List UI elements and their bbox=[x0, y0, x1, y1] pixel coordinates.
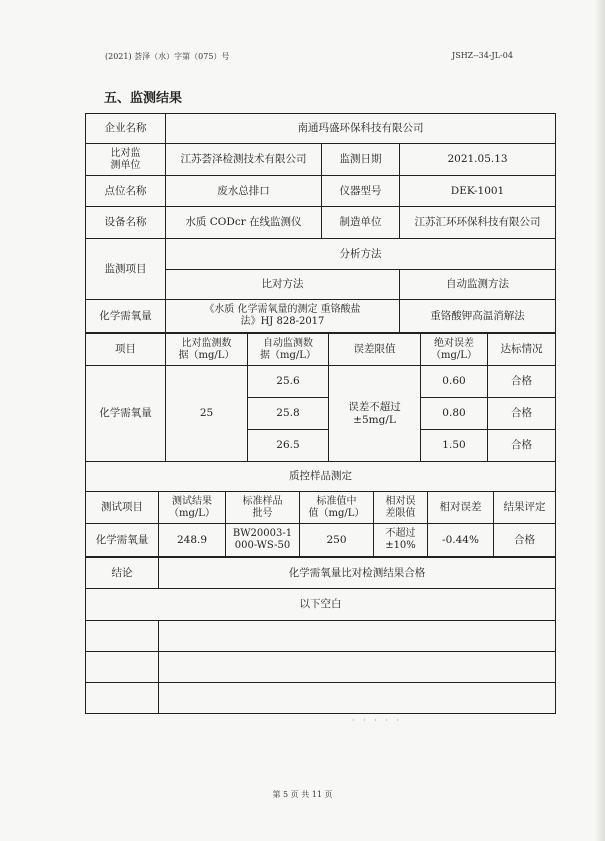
qc-item: 化学需氧量 bbox=[86, 524, 159, 557]
device-value: 水质 CODcr 在线监测仪 bbox=[166, 207, 322, 239]
results-item: 化学需氧量 bbox=[86, 366, 166, 462]
compare-unit-value: 江苏荟泽检测技术有限公司 bbox=[166, 144, 322, 176]
table-row bbox=[86, 524, 556, 557]
section-title: 五、监测结果 bbox=[104, 91, 183, 106]
results-status: 合格 bbox=[488, 366, 556, 398]
qc-header-standard: 标准值中 值（mg/L） bbox=[300, 492, 374, 524]
point-label: 点位名称 bbox=[86, 176, 166, 207]
blank-row bbox=[86, 621, 556, 652]
results-header-limit: 误差限值 bbox=[329, 334, 421, 366]
qc-title: 质控样品测定 bbox=[86, 462, 556, 492]
blank-table bbox=[85, 620, 556, 714]
date-value: 2021.05.13 bbox=[400, 144, 556, 176]
company-label: 企业名称 bbox=[86, 114, 166, 144]
doc-number: (2021) 荟泽（水）字第（075）号 bbox=[105, 52, 230, 61]
qc-rel-error: -0.44% bbox=[428, 524, 494, 557]
results-header-compare: 比对监测数 据（mg/L） bbox=[166, 334, 248, 366]
results-header-abs-error: 绝对误差 （mg/L） bbox=[421, 334, 488, 366]
page-edge-shadow bbox=[595, 0, 605, 841]
blank-row bbox=[86, 652, 556, 683]
results-status: 合格 bbox=[488, 398, 556, 430]
compare-method-label: 比对方法 bbox=[166, 270, 400, 300]
compare-unit-label: 比对监 测单位 bbox=[86, 144, 166, 176]
qc-header-evaluation: 结果评定 bbox=[494, 492, 556, 524]
page-footer: 第 5 页 共 11 页 bbox=[272, 790, 333, 799]
results-auto-value: 25.8 bbox=[248, 398, 329, 430]
date-label: 监测日期 bbox=[322, 144, 400, 176]
cod-label: 化学需氧量 bbox=[86, 300, 166, 333]
results-auto-value: 26.5 bbox=[248, 430, 329, 462]
scan-specks: · · · · · bbox=[352, 716, 402, 725]
device-label: 设备名称 bbox=[86, 207, 166, 239]
qc-batch: BW20003-1 000-WS-50 bbox=[226, 524, 300, 557]
point-value: 废水总排口 bbox=[166, 176, 322, 207]
results-header-item: 项目 bbox=[86, 334, 166, 366]
conclusion-value: 化学需氧量比对检测结果合格 bbox=[159, 558, 556, 589]
results-abs-error: 0.60 bbox=[421, 366, 488, 398]
doc-code: JSHZ--34-JL-04 bbox=[452, 51, 513, 60]
info-table bbox=[85, 113, 556, 333]
maker-label: 制造单位 bbox=[322, 207, 400, 239]
results-header-auto: 自动监测数 据（mg/L） bbox=[248, 334, 329, 366]
qc-header-item: 测试项目 bbox=[86, 492, 159, 524]
compare-method-value: 《水质 化学需氧量的测定 重铬酸盐 法》HJ 828-2017 bbox=[166, 300, 400, 333]
table-row bbox=[86, 366, 556, 398]
conclusion-label: 结论 bbox=[86, 558, 159, 589]
company-value: 南通玛盛环保科技有限公司 bbox=[166, 114, 556, 144]
qc-header-rel-error: 相对误差 bbox=[428, 492, 494, 524]
item-label: 监测项目 bbox=[86, 239, 166, 300]
method-label: 分析方法 bbox=[166, 239, 556, 270]
results-table bbox=[85, 333, 556, 462]
results-abs-error: 1.50 bbox=[421, 430, 488, 462]
results-header-status: 达标情况 bbox=[488, 334, 556, 366]
qc-evaluation: 合格 bbox=[494, 524, 556, 557]
qc-header-batch: 标准样品 批号 bbox=[226, 492, 300, 524]
qc-standard: 250 bbox=[300, 524, 374, 557]
blank-note: 以下空白 bbox=[86, 589, 556, 621]
model-label: 仪器型号 bbox=[322, 176, 400, 207]
qc-header-rel-limit: 相对误 差限值 bbox=[374, 492, 428, 524]
results-auto-value: 25.6 bbox=[248, 366, 329, 398]
qc-table bbox=[85, 461, 556, 557]
qc-rel-limit: 不超过 ±10% bbox=[374, 524, 428, 557]
blank-row bbox=[86, 683, 556, 714]
results-abs-error: 0.80 bbox=[421, 398, 488, 430]
auto-method-label: 自动监测方法 bbox=[400, 270, 556, 300]
maker-value: 江苏汇环环保科技有限公司 bbox=[400, 207, 556, 239]
conclusion-table bbox=[85, 557, 556, 621]
model-value: DEK-1001 bbox=[400, 176, 556, 207]
results-limit: 误差不超过 ±5mg/L bbox=[329, 366, 421, 462]
results-compare-value: 25 bbox=[166, 366, 248, 462]
qc-header-result: 测试结果 （mg/L） bbox=[159, 492, 226, 524]
results-status: 合格 bbox=[488, 430, 556, 462]
qc-result: 248.9 bbox=[159, 524, 226, 557]
auto-method-value: 重铬酸钾高温消解法 bbox=[400, 300, 556, 333]
